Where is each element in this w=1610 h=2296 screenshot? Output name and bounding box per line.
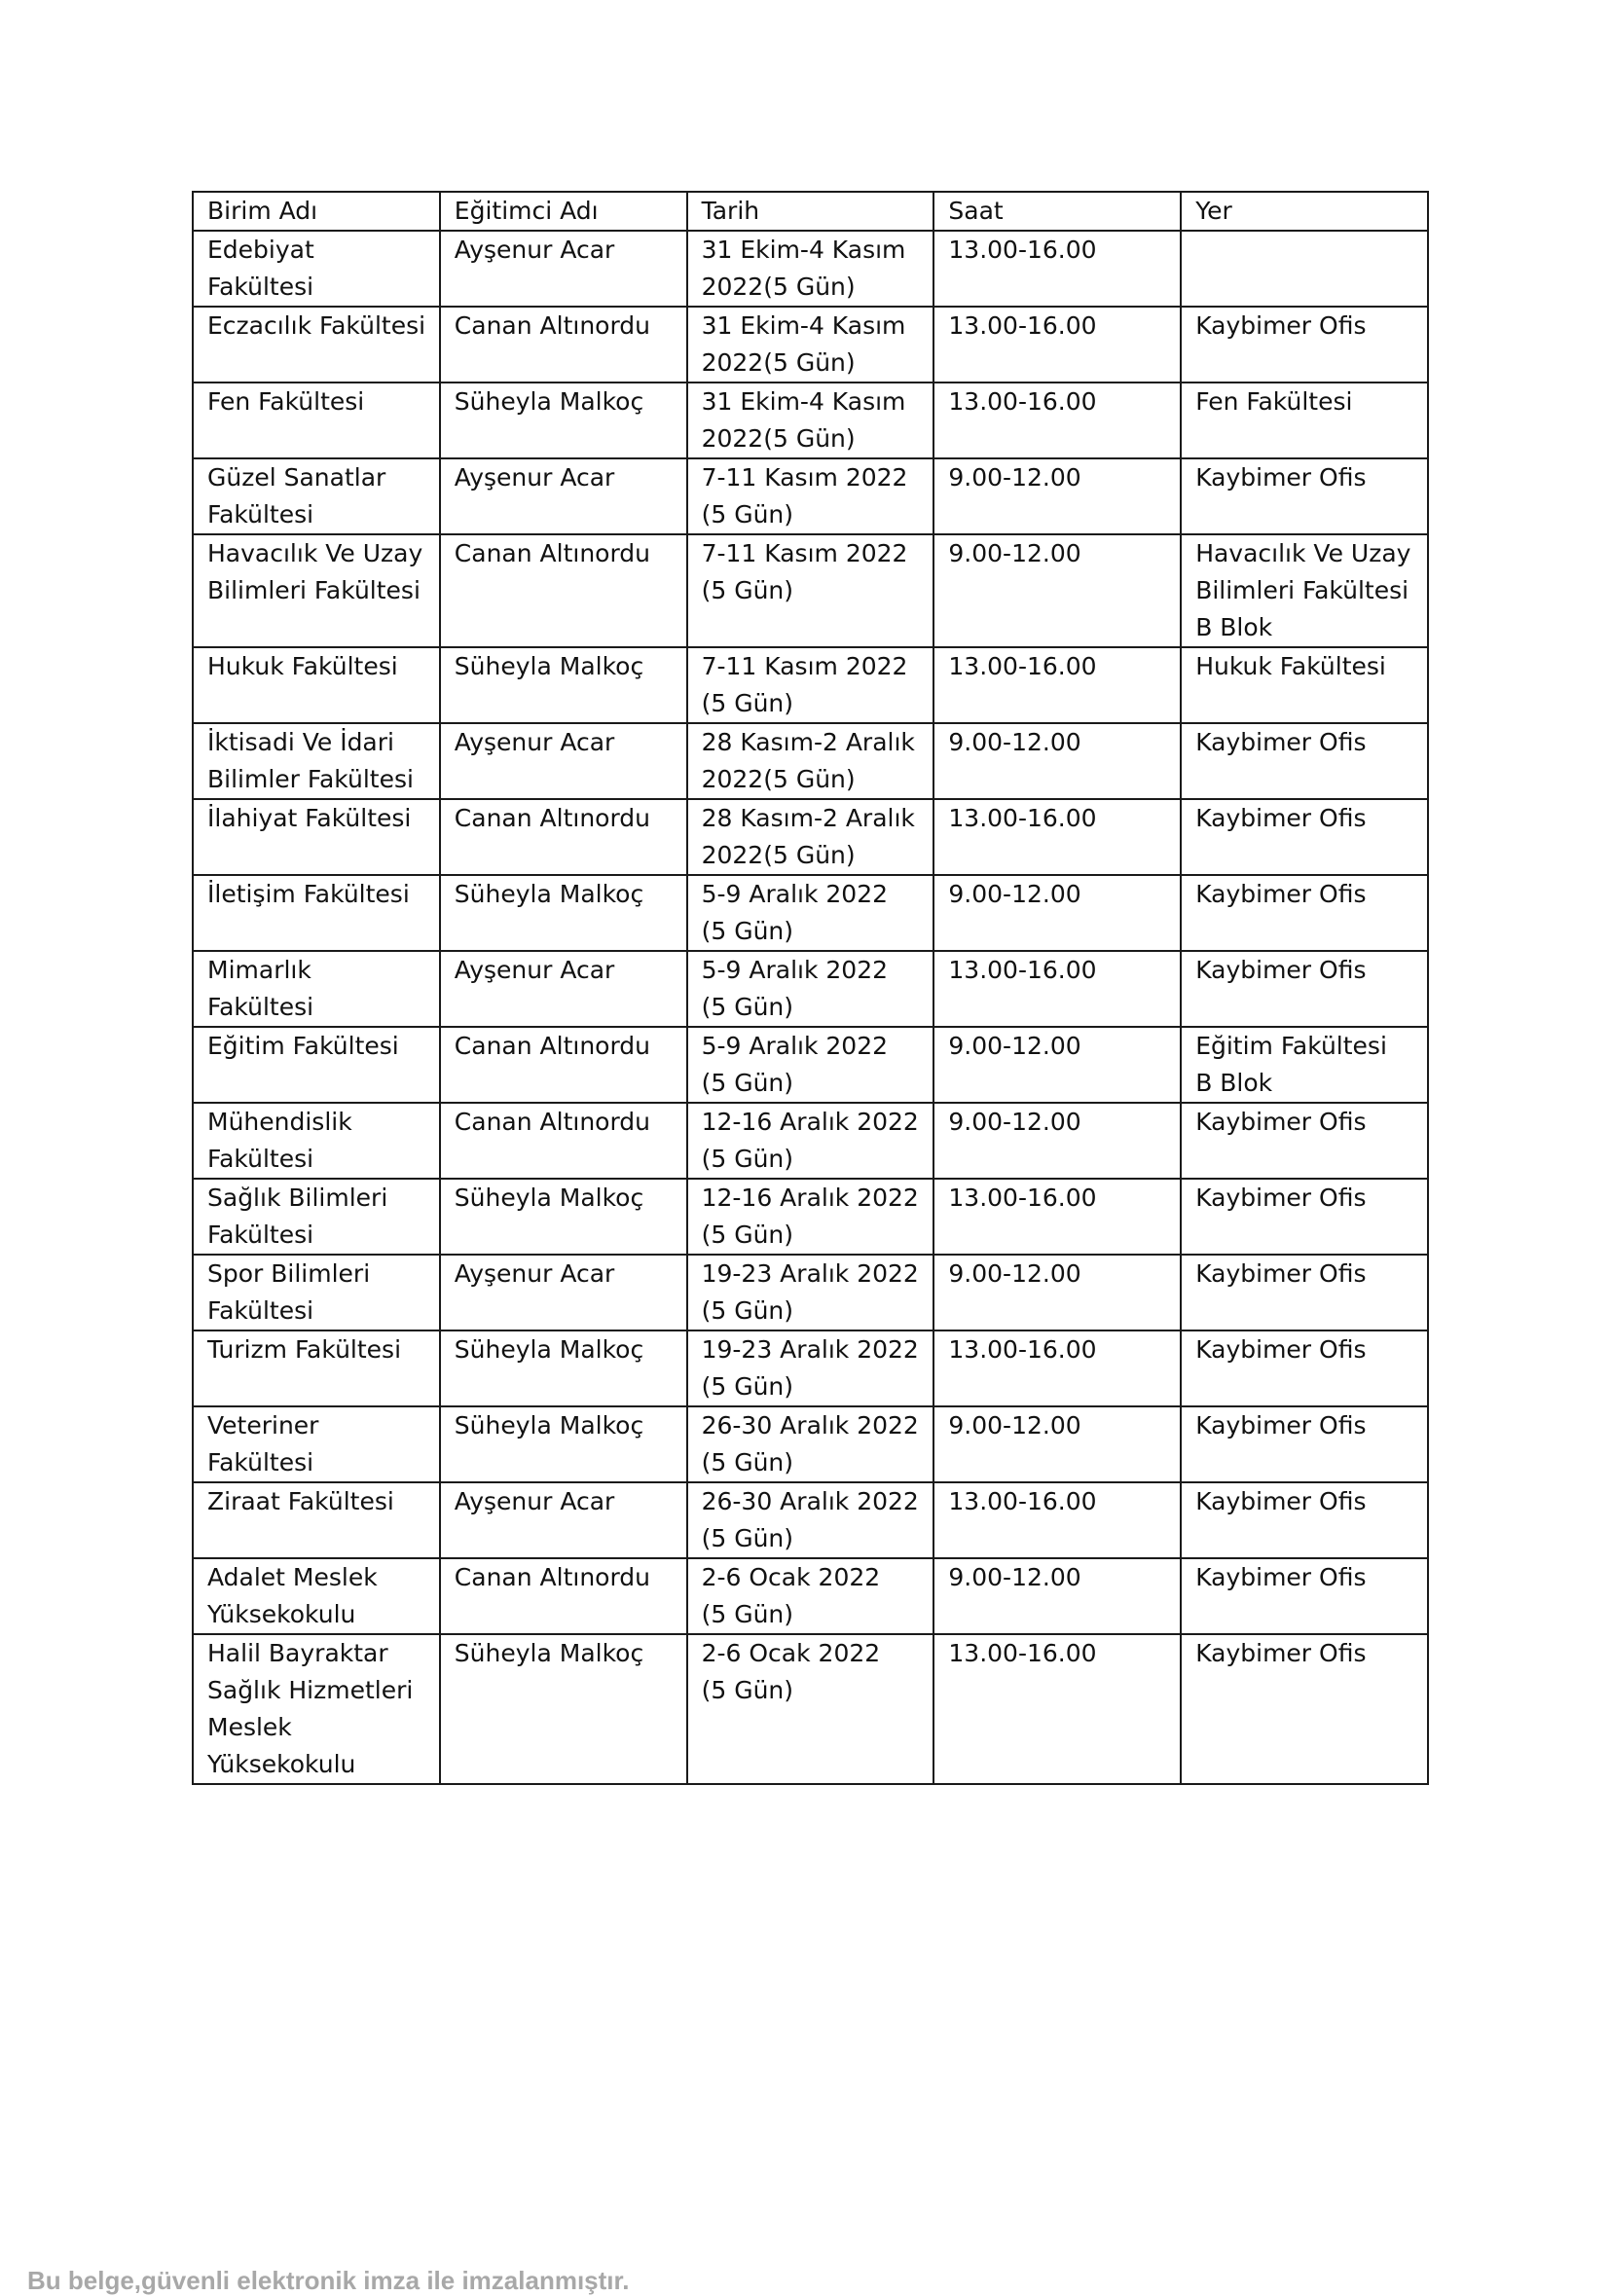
cell-saat-text: 13.00-16.00 [948, 1639, 1097, 1667]
table-row [193, 307, 1428, 383]
cell-egitimci-adi-text: Canan Altınordu [454, 311, 651, 340]
cell-tarih [687, 231, 934, 307]
cell-egitimci-adi-text: Ayşenur Acar [454, 728, 615, 756]
cell-saat-text: 13.00-16.00 [948, 236, 1097, 264]
header-birim-adi: Birim Adı [193, 192, 440, 231]
cell-saat-text: 9.00-12.00 [948, 463, 1081, 492]
cell-yer [1181, 875, 1428, 951]
cell-egitimci-adi-text: Süheyla Malkoç [454, 1411, 644, 1440]
cell-birim-adi-text: Havacılık Ve Uzay Bilimleri Fakültesi [207, 539, 423, 604]
cell-saat-text: 9.00-12.00 [948, 880, 1081, 908]
cell-tarih-text: 2-6 Ocak 2022 (5 Gün) [701, 1563, 881, 1628]
cell-tarih-text: 5-9 Aralık 2022 (5 Gün) [701, 1032, 889, 1097]
cell-birim-adi [193, 534, 440, 647]
cell-tarih [687, 723, 934, 799]
table-row [193, 458, 1428, 534]
table-row [193, 951, 1428, 1027]
table-row [193, 799, 1428, 875]
table-body [193, 231, 1428, 1784]
cell-saat [933, 1406, 1181, 1482]
cell-egitimci-adi-text: Süheyla Malkoç [454, 880, 644, 908]
cell-tarih-text: 7-11 Kasım 2022 (5 Gün) [701, 463, 908, 528]
cell-egitimci-adi [440, 875, 687, 951]
cell-egitimci-adi-text: Canan Altınordu [454, 804, 651, 832]
cell-yer [1181, 383, 1428, 458]
cell-egitimci-adi [440, 951, 687, 1027]
table-row [193, 383, 1428, 458]
cell-birim-adi-text: Hukuk Fakültesi [207, 652, 398, 680]
cell-tarih [687, 534, 934, 647]
cell-yer-text: Kaybimer Ofis [1195, 1335, 1367, 1364]
cell-saat [933, 1103, 1181, 1179]
cell-egitimci-adi [440, 1027, 687, 1103]
cell-tarih-text: 19-23 Aralık 2022 (5 Gün) [701, 1259, 919, 1325]
cell-birim-adi [193, 1482, 440, 1558]
cell-birim-adi [193, 1634, 440, 1784]
cell-yer [1181, 1255, 1428, 1330]
cell-yer [1181, 1482, 1428, 1558]
cell-egitimci-adi [440, 723, 687, 799]
cell-tarih [687, 875, 934, 951]
cell-egitimci-adi-text: Canan Altınordu [454, 1108, 651, 1136]
cell-birim-adi-text: Turizm Fakültesi [207, 1335, 402, 1364]
cell-egitimci-adi [440, 307, 687, 383]
cell-tarih [687, 307, 934, 383]
cell-yer-text: Kaybimer Ofis [1195, 728, 1367, 756]
cell-egitimci-adi [440, 458, 687, 534]
cell-tarih-text: 26-30 Aralık 2022 (5 Gün) [701, 1487, 919, 1552]
cell-egitimci-adi-text: Süheyla Malkoç [454, 1184, 644, 1212]
cell-birim-adi [193, 1179, 440, 1255]
table-row [193, 1179, 1428, 1255]
cell-tarih [687, 1255, 934, 1330]
cell-saat-text: 9.00-12.00 [948, 1411, 1081, 1440]
cell-birim-adi-text: İktisadi Ve İdari Bilimler Fakültesi [207, 728, 414, 793]
cell-egitimci-adi [440, 1558, 687, 1634]
cell-birim-adi-text: Güzel Sanatlar Fakültesi [207, 463, 386, 528]
cell-tarih [687, 951, 934, 1027]
cell-yer [1181, 307, 1428, 383]
cell-saat-text: 9.00-12.00 [948, 1259, 1081, 1288]
header-egitimci-adi: Eğitimci Adı [440, 192, 687, 231]
cell-saat-text: 13.00-16.00 [948, 1487, 1097, 1515]
header-yer: Yer [1181, 192, 1428, 231]
cell-egitimci-adi [440, 1255, 687, 1330]
cell-tarih-text: 28 Kasım-2 Aralık 2022(5 Gün) [701, 804, 915, 869]
cell-yer-text: Kaybimer Ofis [1195, 311, 1367, 340]
cell-egitimci-adi-text: Ayşenur Acar [454, 236, 615, 264]
cell-birim-adi-text: İletişim Fakültesi [207, 880, 410, 908]
table-row [193, 534, 1428, 647]
cell-saat [933, 951, 1181, 1027]
cell-tarih [687, 799, 934, 875]
cell-yer [1181, 534, 1428, 647]
cell-egitimci-adi-text: Süheyla Malkoç [454, 1335, 644, 1364]
table-row [193, 1406, 1428, 1482]
cell-saat-text: 9.00-12.00 [948, 539, 1081, 567]
cell-saat [933, 647, 1181, 723]
cell-birim-adi-text: İlahiyat Fakültesi [207, 804, 412, 832]
cell-egitimci-adi-text: Canan Altınordu [454, 1032, 651, 1060]
cell-yer-text: Kaybimer Ofis [1195, 1184, 1367, 1212]
cell-tarih [687, 1406, 934, 1482]
cell-saat [933, 723, 1181, 799]
cell-egitimci-adi [440, 1482, 687, 1558]
cell-tarih-text: 31 Ekim-4 Kasım 2022(5 Gün) [701, 311, 906, 377]
cell-yer-text: Havacılık Ve Uzay Bilimleri Fakültesi B Blok [1195, 539, 1411, 641]
cell-yer [1181, 1406, 1428, 1482]
cell-yer [1181, 1103, 1428, 1179]
header-tarih: Tarih [687, 192, 934, 231]
cell-yer [1181, 951, 1428, 1027]
cell-saat-text: 9.00-12.00 [948, 1108, 1081, 1136]
cell-yer [1181, 1179, 1428, 1255]
table-row [193, 875, 1428, 951]
cell-egitimci-adi [440, 534, 687, 647]
cell-saat-text: 13.00-16.00 [948, 311, 1097, 340]
e-signature-note: Bu belge,güvenli elektronik imza ile imzalanmıştır. [27, 2266, 630, 2295]
cell-saat [933, 875, 1181, 951]
cell-yer [1181, 799, 1428, 875]
cell-yer [1181, 1027, 1428, 1103]
cell-saat-text: 13.00-16.00 [948, 1335, 1097, 1364]
cell-tarih-text: 31 Ekim-4 Kasım 2022(5 Gün) [701, 236, 906, 301]
cell-saat [933, 1179, 1181, 1255]
cell-birim-adi-text: Mühendislik Fakültesi [207, 1108, 352, 1173]
cell-birim-adi [193, 723, 440, 799]
cell-egitimci-adi-text: Süheyla Malkoç [454, 387, 644, 416]
table-row [193, 723, 1428, 799]
cell-birim-adi [193, 1406, 440, 1482]
cell-egitimci-adi-text: Süheyla Malkoç [454, 652, 644, 680]
cell-saat-text: 9.00-12.00 [948, 1563, 1081, 1591]
cell-saat [933, 534, 1181, 647]
training-schedule-table [192, 191, 1429, 1785]
cell-egitimci-adi-text: Ayşenur Acar [454, 956, 615, 984]
table-row [193, 647, 1428, 723]
cell-birim-adi [193, 307, 440, 383]
cell-yer-text: Kaybimer Ofis [1195, 804, 1367, 832]
cell-saat [933, 1330, 1181, 1406]
cell-egitimci-adi-text: Süheyla Malkoç [454, 1639, 644, 1667]
cell-birim-adi [193, 647, 440, 723]
cell-saat [933, 458, 1181, 534]
table-row [193, 1027, 1428, 1103]
cell-birim-adi-text: Sağlık Bilimleri Fakültesi [207, 1184, 388, 1249]
header-saat: Saat [933, 192, 1181, 231]
cell-saat-text: 13.00-16.00 [948, 652, 1097, 680]
cell-yer-text: Kaybimer Ofis [1195, 1563, 1367, 1591]
cell-tarih [687, 1558, 934, 1634]
cell-birim-adi-text: Mimarlık Fakültesi [207, 956, 314, 1021]
cell-tarih-text: 12-16 Aralık 2022 (5 Gün) [701, 1184, 919, 1249]
cell-tarih [687, 1482, 934, 1558]
cell-saat [933, 799, 1181, 875]
cell-yer [1181, 231, 1428, 307]
cell-tarih-text: 7-11 Kasım 2022 (5 Gün) [701, 539, 908, 604]
cell-saat [933, 1558, 1181, 1634]
cell-saat [933, 1027, 1181, 1103]
cell-yer [1181, 647, 1428, 723]
cell-egitimci-adi [440, 1634, 687, 1784]
cell-egitimci-adi [440, 1330, 687, 1406]
cell-saat [933, 383, 1181, 458]
cell-saat [933, 1482, 1181, 1558]
cell-birim-adi-text: Eczacılık Fakültesi [207, 311, 426, 340]
cell-birim-adi-text: Edebiyat Fakültesi [207, 236, 314, 301]
cell-egitimci-adi-text: Ayşenur Acar [454, 463, 615, 492]
cell-yer-text: Kaybimer Ofis [1195, 1639, 1367, 1667]
table-row [193, 1103, 1428, 1179]
cell-yer-text: Kaybimer Ofis [1195, 1411, 1367, 1440]
cell-birim-adi [193, 458, 440, 534]
cell-egitimci-adi-text: Ayşenur Acar [454, 1259, 615, 1288]
cell-tarih-text: 19-23 Aralık 2022 (5 Gün) [701, 1335, 919, 1401]
cell-saat-text: 9.00-12.00 [948, 1032, 1081, 1060]
cell-birim-adi [193, 1558, 440, 1634]
cell-yer-text: Kaybimer Ofis [1195, 1259, 1367, 1288]
cell-tarih-text: 2-6 Ocak 2022 (5 Gün) [701, 1639, 881, 1704]
cell-egitimci-adi-text: Canan Altınordu [454, 539, 651, 567]
cell-birim-adi [193, 1255, 440, 1330]
cell-yer-text: Eğitim Fakültesi B Blok [1195, 1032, 1387, 1097]
table-row [193, 1634, 1428, 1784]
cell-birim-adi [193, 875, 440, 951]
cell-egitimci-adi [440, 799, 687, 875]
cell-saat-text: 13.00-16.00 [948, 1184, 1097, 1212]
cell-egitimci-adi-text: Ayşenur Acar [454, 1487, 615, 1515]
table-row [193, 1558, 1428, 1634]
cell-birim-adi [193, 1103, 440, 1179]
cell-birim-adi-text: Veteriner Fakültesi [207, 1411, 319, 1476]
cell-tarih [687, 1179, 934, 1255]
cell-yer [1181, 1558, 1428, 1634]
cell-egitimci-adi [440, 1179, 687, 1255]
cell-yer [1181, 723, 1428, 799]
cell-tarih [687, 458, 934, 534]
table-row [193, 1330, 1428, 1406]
cell-tarih-text: 26-30 Aralık 2022 (5 Gün) [701, 1411, 919, 1476]
cell-birim-adi [193, 1027, 440, 1103]
cell-saat-text: 13.00-16.00 [948, 956, 1097, 984]
cell-birim-adi [193, 1330, 440, 1406]
cell-tarih-text: 28 Kasım-2 Aralık 2022(5 Gün) [701, 728, 915, 793]
cell-egitimci-adi [440, 1406, 687, 1482]
cell-tarih-text: 5-9 Aralık 2022 (5 Gün) [701, 956, 889, 1021]
cell-birim-adi [193, 231, 440, 307]
cell-tarih [687, 1027, 934, 1103]
cell-tarih [687, 1330, 934, 1406]
cell-birim-adi-text: Spor Bilimleri Fakültesi [207, 1259, 371, 1325]
cell-birim-adi [193, 951, 440, 1027]
cell-birim-adi-text: Fen Fakültesi [207, 387, 365, 416]
cell-yer-text: Kaybimer Ofis [1195, 956, 1367, 984]
cell-yer-text: Kaybimer Ofis [1195, 1487, 1367, 1515]
cell-birim-adi-text: Adalet Meslek Yüksekokulu [207, 1563, 378, 1628]
cell-egitimci-adi-text: Canan Altınordu [454, 1563, 651, 1591]
cell-yer-text: Kaybimer Ofis [1195, 880, 1367, 908]
cell-yer-text: Kaybimer Ofis [1195, 1108, 1367, 1136]
cell-birim-adi-text: Halil Bayraktar Sağlık Hizmetleri Meslek Yüksekokulu [207, 1639, 414, 1778]
cell-yer [1181, 1634, 1428, 1784]
cell-tarih [687, 1634, 934, 1784]
cell-birim-adi [193, 383, 440, 458]
table-row [193, 1255, 1428, 1330]
cell-saat-text: 9.00-12.00 [948, 728, 1081, 756]
cell-yer [1181, 1330, 1428, 1406]
cell-saat-text: 13.00-16.00 [948, 387, 1097, 416]
cell-birim-adi [193, 799, 440, 875]
cell-yer-text: Kaybimer Ofis [1195, 463, 1367, 492]
cell-saat [933, 1634, 1181, 1784]
cell-tarih-text: 31 Ekim-4 Kasım 2022(5 Gün) [701, 387, 906, 453]
cell-tarih [687, 383, 934, 458]
cell-birim-adi-text: Ziraat Fakültesi [207, 1487, 394, 1515]
cell-birim-adi-text: Eğitim Fakültesi [207, 1032, 399, 1060]
cell-tarih [687, 1103, 934, 1179]
cell-tarih-text: 7-11 Kasım 2022 (5 Gün) [701, 652, 908, 717]
cell-yer [1181, 458, 1428, 534]
cell-egitimci-adi [440, 1103, 687, 1179]
cell-tarih-text: 12-16 Aralık 2022 (5 Gün) [701, 1108, 919, 1173]
cell-egitimci-adi [440, 231, 687, 307]
cell-yer-text: Hukuk Fakültesi [1195, 652, 1386, 680]
cell-saat [933, 1255, 1181, 1330]
cell-egitimci-adi [440, 383, 687, 458]
table-header-row [193, 192, 1428, 231]
cell-egitimci-adi [440, 647, 687, 723]
cell-tarih [687, 647, 934, 723]
cell-tarih-text: 5-9 Aralık 2022 (5 Gün) [701, 880, 889, 945]
table-row [193, 231, 1428, 307]
cell-yer-text: Fen Fakültesi [1195, 387, 1353, 416]
cell-saat [933, 231, 1181, 307]
cell-saat-text: 13.00-16.00 [948, 804, 1097, 832]
cell-saat [933, 307, 1181, 383]
table-row [193, 1482, 1428, 1558]
